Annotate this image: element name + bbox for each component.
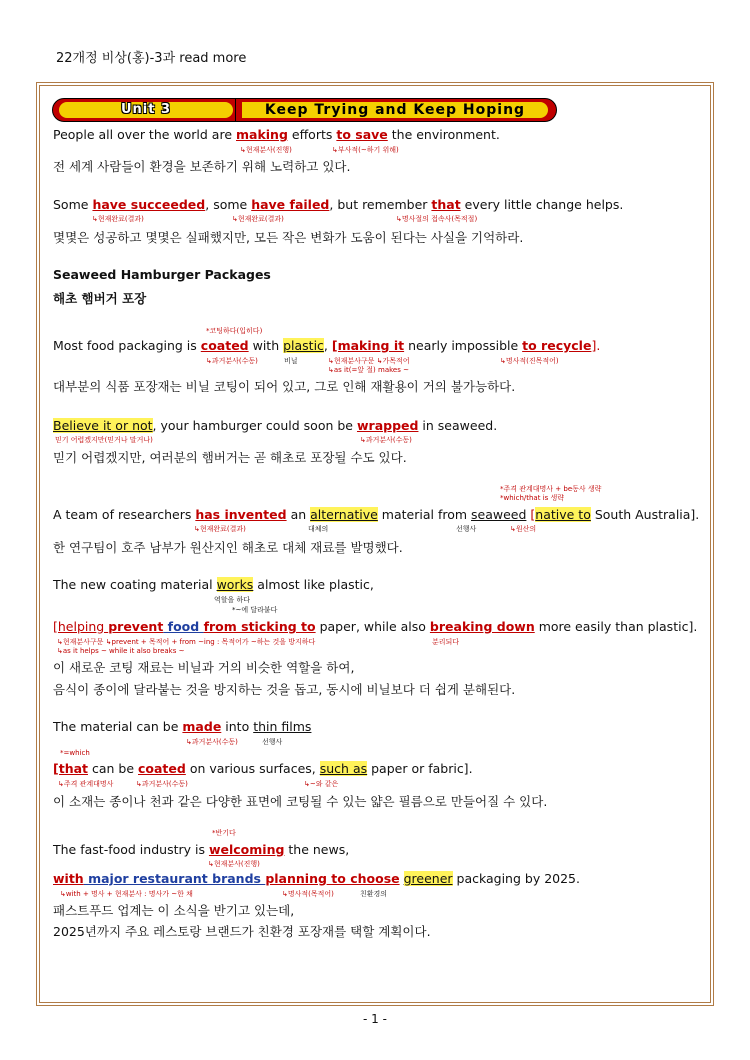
note: *주격 관계대명사 + be동사 생략 (500, 485, 602, 493)
translation-5: 한 연구팀이 호주 남부가 원산지인 해초로 대체 재료를 발명했다. (53, 540, 403, 555)
sentence-6b: [helping prevent food from sticking to paper, while also breaking down more easily than plastic]. (53, 619, 698, 634)
note: 비닐 (284, 357, 298, 365)
note: *코팅하다(입히다) (206, 327, 263, 335)
note: 대체의 (308, 525, 329, 533)
note: *~에 달라붙다 (232, 606, 278, 614)
sentence-2: Some have succeeded, some have failed, but remember that every little change helps. (53, 197, 624, 212)
note: ↳명사절의 접속사(목적절) (396, 215, 478, 223)
unit-label: Unit 3 (59, 102, 233, 118)
note: ↳현재분사구문 ↳prevent + 목적어 + from ~ing : 목적어가 ~하는 것을 방지하다 (57, 638, 316, 646)
note: ↳현재완료(결과) (194, 525, 246, 533)
note: 친환경의 (360, 890, 388, 898)
sentence-1: People all over the world are making efforts to save the environment. (53, 127, 500, 142)
sentence-7a: The material can be made into thin films (53, 719, 312, 734)
section-title: Seaweed Hamburger Packages (53, 267, 271, 282)
sentence-8a: The fast-food industry is welcoming the news, (53, 842, 350, 857)
sentence-3: Most food packaging is coated with plastic, [making it nearly impossible to recycle]. (53, 338, 601, 353)
note: ↳as it helps ~ while it also breaks ~ (57, 647, 185, 655)
document-header: 22개정 비상(홍)-3과 read more (56, 51, 247, 66)
translation-4: 믿기 어렵겠지만, 여러분의 햄버거는 곧 해초로 포장될 수도 있다. (53, 450, 407, 465)
note: ↳주격 관계대명사 (58, 780, 114, 788)
note: ↳~와 같은 (304, 780, 339, 788)
sentence-7b: [that can be coated on various surfaces, such as paper or fabric]. (53, 761, 473, 776)
note: ↳현재분사(진행) (208, 860, 260, 868)
note: ↳과거분사(수동) (136, 780, 188, 788)
sentence-4: Believe it or not, your hamburger could soon be wrapped in seaweed. (53, 418, 498, 433)
note: *=which (60, 749, 90, 757)
translation-3: 대부분의 식품 포장재는 비닐 코팅이 되어 있고, 그로 인해 재활용이 거의 불가능하다. (53, 379, 516, 394)
note: 믿기 어렵겠지만(믿거나 말거나) (55, 436, 153, 444)
note: ↳원산의 (510, 525, 537, 533)
note: ↳현재완료(결과) (92, 215, 144, 223)
note: ↳현재분사구문 ↳가목적어 (328, 357, 410, 365)
note: 선행사 (456, 525, 477, 533)
translation-7: 이 소재는 종이나 천과 같은 다양한 표면에 코팅될 수 있는 얇은 필름으로 만들어질 수 있다. (53, 794, 548, 809)
note: ↳현재분사(진행) (240, 146, 292, 154)
note: ↳과거분사(수동) (360, 436, 412, 444)
translation-8a: 패스트푸드 업계는 이 소식을 반기고 있는데, (53, 903, 295, 918)
note: 선행사 (262, 738, 283, 746)
sentence-6a: The new coating material works almost like plastic, (53, 577, 374, 592)
note: 역할을 하다 (214, 596, 251, 604)
note: ↳as it(=앞 절) makes ~ (328, 366, 409, 374)
unit-title: Keep Trying and Keep Hoping (242, 102, 548, 118)
note: ↳과거분사(수동) (206, 357, 258, 365)
note: *반기다 (212, 829, 236, 837)
note: ↳현재완료(결과) (232, 215, 284, 223)
unit-banner (52, 98, 557, 122)
translation-1: 전 세계 사람들이 환경을 보존하기 위해 노력하고 있다. (53, 159, 351, 174)
sentence-5: A team of researchers has invented an alternative material from seaweed [native to South Australia]. (53, 507, 700, 522)
section-title-korean: 해초 햄버거 포장 (53, 291, 147, 306)
note: ↳부사적(~하기 위해) (332, 146, 399, 154)
note: 분리되다 (432, 638, 460, 646)
note: ↳명사적(진목적어) (500, 357, 559, 365)
page-number: - 1 - (363, 1012, 387, 1026)
translation-6a: 이 새로운 코팅 재료는 비닐과 거의 비슷한 역할을 하여, (53, 660, 355, 675)
sentence-8b: with major restaurant brands planning to choose greener packaging by 2025. (53, 871, 580, 886)
translation-6b: 음식이 종이에 달라붙는 것을 방지하는 것을 돕고, 동시에 비닐보다 더 쉽게 분해된다. (53, 682, 516, 697)
note: *which/that is 생략 (500, 494, 565, 502)
translation-2: 몇몇은 성공하고 몇몇은 실패했지만, 모든 작은 변화가 도움이 된다는 사실을 기억하라. (53, 230, 524, 245)
note: ↳with + 명사 + 현재분사 : 명사가 ~한 채 (60, 890, 193, 898)
note: ↳명사적(목적어) (282, 890, 334, 898)
note: ↳과거분사(수동) (186, 738, 238, 746)
translation-8b: 2025년까지 주요 레스토랑 브랜드가 친환경 포장재를 택할 계획이다. (53, 924, 431, 939)
